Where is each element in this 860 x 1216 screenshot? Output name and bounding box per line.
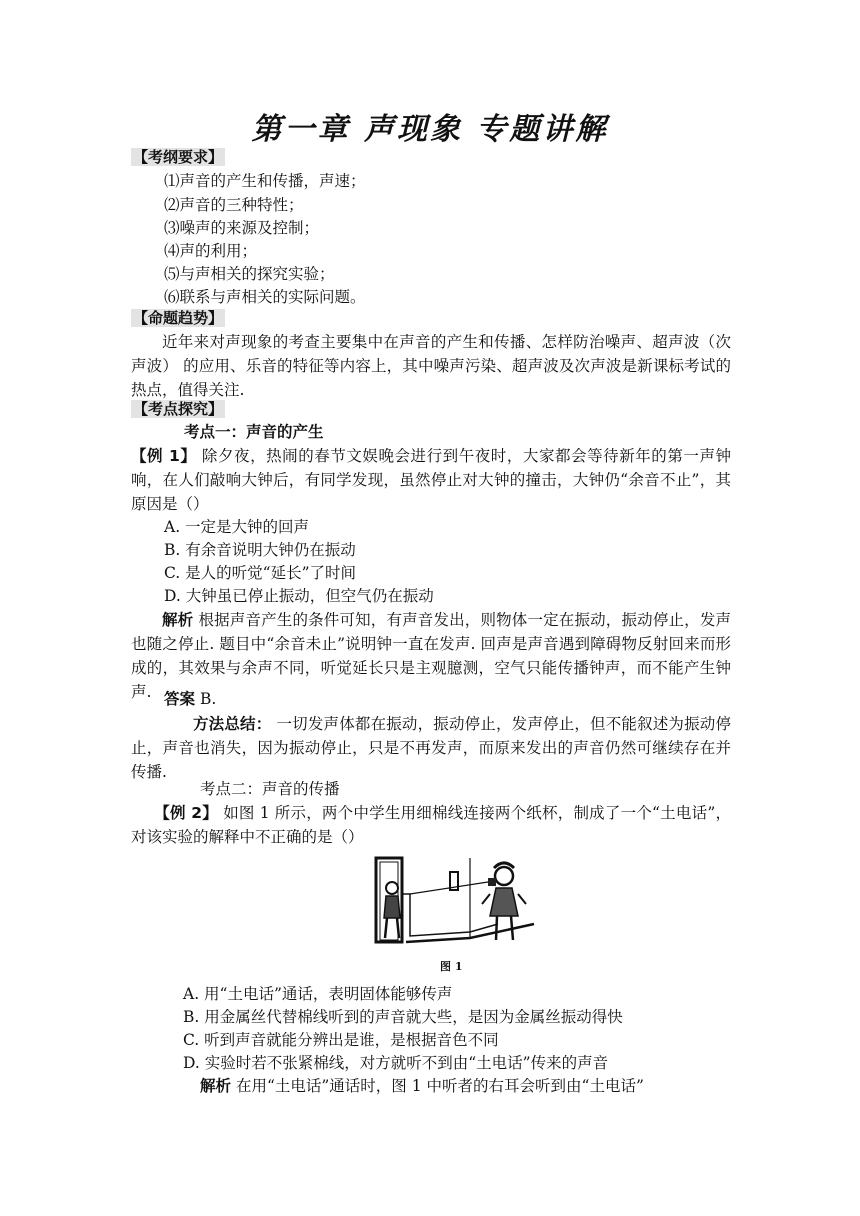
answer-label: 答案 bbox=[164, 690, 196, 708]
analysis-text: 根据声音产生的条件可知，有声音发出，则物体一定在振动，振动停止，发声也随之停止. 题目中“余音未止”说明钟一直在发声. 回声是声音遇到障碍物反射回来而形成的，其效果与余声不同，听觉延长只是主观臆测，空气只能传播钟声，而不能产生钟声. bbox=[131, 611, 731, 701]
example1-label: 【例 1】 bbox=[131, 447, 197, 465]
summary-text: 一切发声体都在振动，振动停止，发声停止，但不能叙述为振动停止，声音也消失，因为振动停止，只是不再发声，而原来发出的声音仍然可继续存在并传播. bbox=[131, 715, 731, 781]
example2-label: 【例 2】 bbox=[154, 804, 219, 822]
trend-paragraph: 近年来对声现象的考查主要集中在声音的产生和传播、怎样防治噪声、超声波（次声波） 的应用、乐音的特征等内容上，其中噪声污染、超声波及次声波是新课标考试的热点，值得关注. bbox=[131, 333, 731, 399]
syllabus-item: ⑹联系与声相关的实际问题。 bbox=[164, 288, 366, 306]
example2-option: D. 实验时若不张紧棉线，对方就听不到由“土电话”传来的声音 bbox=[183, 1054, 609, 1072]
summary-label: 方法总结： bbox=[193, 715, 272, 733]
example1-option: C. 是人的听觉“延长”了时间 bbox=[164, 564, 357, 582]
example2-option: B. 用金属丝代替棉线听到的声音就大些，是因为金属丝振动得快 bbox=[183, 1008, 623, 1026]
syllabus-item: ⑸与声相关的探究实验； bbox=[164, 265, 335, 283]
syllabus-item: ⑷声的利用； bbox=[164, 242, 258, 260]
example2-option: C. 听到声音就能分辨出是谁，是根据音色不同 bbox=[183, 1031, 499, 1049]
example2-text: 如图 1 所示，两个中学生用细棉线连接两个纸杯，制成了一个“土电话”，对该实验的解释中不正确的是（） bbox=[131, 804, 731, 846]
example2-option: A. 用“土电话”通话，表明固体能够传声 bbox=[183, 985, 453, 1003]
analysis2-label: 解析 bbox=[200, 1077, 232, 1095]
point1-title: 考点一：声音的产生 bbox=[184, 423, 324, 441]
syllabus-item: ⑴声音的产生和传播，声速； bbox=[164, 172, 366, 190]
example1-option: A. 一定是大钟的回声 bbox=[164, 518, 310, 536]
answer-text: B. bbox=[199, 690, 217, 708]
example2-analysis bbox=[200, 1075, 644, 1097]
page-title: 第一章 声现象 专题讲解 bbox=[251, 112, 609, 147]
syllabus-item: ⑶噪声的来源及控制； bbox=[164, 219, 320, 237]
tin-can-telephone-figure bbox=[370, 854, 540, 950]
example1-option: B. 有余音说明大钟仍在振动 bbox=[164, 541, 356, 559]
example1-answer bbox=[164, 688, 216, 710]
figure-caption: 图 1 bbox=[440, 960, 463, 973]
explore-heading: 【考点探究】 bbox=[133, 400, 224, 418]
point2-title: 考点二：声音的传播 bbox=[200, 780, 340, 798]
example1-paragraph bbox=[131, 444, 731, 516]
example1-text: 除夕夜，热闹的春节文娱晚会进行到午夜时，大家都会等待新年的第一声钟响，在人们敲响大钟后，有同学发现，虽然停止对大钟的撞击，大钟仍“余音不止”，其原因是（） bbox=[131, 447, 731, 513]
syllabus-item: ⑵声音的三种特性； bbox=[164, 196, 304, 214]
example2-paragraph bbox=[131, 801, 731, 849]
trend-heading: 【命题趋势】 bbox=[133, 309, 224, 327]
analysis2-text: 在用“土电话”通话时，图 1 中听者的右耳会听到由“土电话” bbox=[235, 1077, 644, 1095]
example1-option: D. 大钟虽已停止振动，但空气仍在振动 bbox=[164, 587, 434, 605]
analysis-label: 解析 bbox=[162, 611, 194, 629]
syllabus-heading: 【考纲要求】 bbox=[133, 148, 224, 166]
method-summary bbox=[131, 712, 731, 784]
example1-analysis bbox=[131, 608, 731, 704]
